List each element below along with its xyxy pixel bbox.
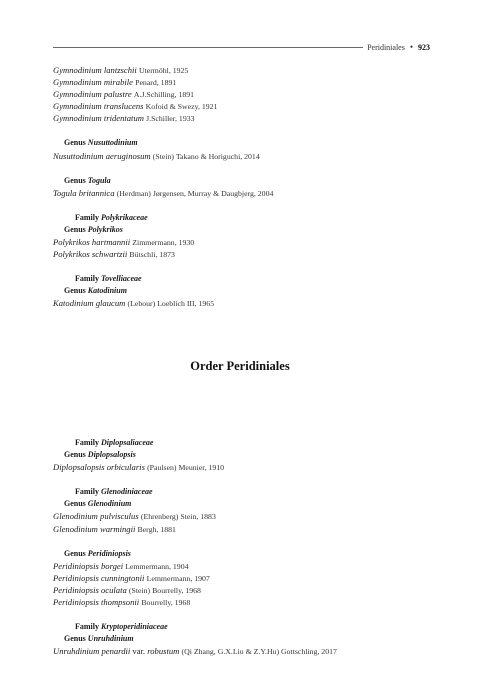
species-entry (53, 187, 433, 199)
genus-heading (53, 449, 433, 461)
genus-prefix: Genus (64, 499, 86, 509)
species-name: Nusuttodinium aeruginosum (53, 150, 151, 161)
section-gap (53, 162, 433, 175)
species-authority: (Lebour) Loeblich III, 1965 (127, 299, 215, 309)
species-authority: Kofoid & Swezy, 1921 (145, 102, 218, 112)
family-heading (53, 212, 433, 224)
species-authority: (Stein) Bourrelly, 1968 (128, 585, 201, 595)
species-entry (53, 584, 433, 596)
species-entry (53, 523, 433, 535)
species-authority: Lemmermann, 1907 (146, 573, 210, 583)
variety-name: robustum (147, 646, 180, 657)
species-authority: Bütschli, 1873 (129, 250, 175, 260)
family-name: Glenodiniaceae (101, 487, 153, 497)
family-heading (53, 437, 433, 449)
section-gap (53, 535, 433, 548)
species-name: Unruhdinium penardii (53, 646, 131, 657)
genus-prefix: Genus (64, 175, 86, 185)
species-entry (53, 64, 433, 76)
genus-heading (53, 137, 433, 149)
genus-prefix: Genus (64, 548, 86, 558)
genus-name: Nusuttodinium (87, 138, 138, 148)
species-entry (53, 572, 433, 584)
species-name: Peridiniopsis cunningtonii (53, 572, 145, 583)
genus-name: Polykrikos (87, 224, 123, 234)
family-prefix: Family (75, 487, 99, 497)
taxa-list-top (53, 64, 433, 310)
genus-name: Unruhdinium (87, 634, 134, 644)
species-name: Peridiniopsis borgei (53, 560, 124, 571)
section-gap (53, 608, 433, 621)
family-prefix: Family (75, 274, 99, 284)
species-authority: J.Schiller, 1933 (146, 114, 195, 124)
species-authority: Penard, 1891 (135, 78, 177, 88)
section-gap (53, 473, 433, 486)
family-name: Tovelliaceae (101, 274, 142, 284)
species-name: Glenodinium pulvisculus (53, 511, 139, 522)
species-authority: (Paulsen) Meunier, 1910 (147, 463, 225, 473)
section-gap (53, 124, 433, 137)
species-entry (53, 150, 433, 162)
species-entry (53, 76, 433, 88)
genus-prefix: Genus (64, 224, 86, 234)
species-name: Togula britannica (53, 187, 115, 198)
header-separator: • (409, 42, 413, 52)
species-authority: (Herdman) Jørgensen, Murray & Daugbjerg, 2004 (116, 188, 274, 198)
genus-heading (53, 285, 433, 297)
order-heading: Order Peridiniales (190, 359, 290, 373)
family-name: Diplopsaliaceae (101, 438, 154, 447)
family-name: Polykrikaceae (101, 212, 148, 222)
genus-prefix: Genus (64, 138, 86, 148)
species-name: Gymnodinium translucens (53, 101, 144, 112)
genus-heading (53, 224, 433, 236)
family-prefix: Family (75, 212, 99, 222)
genus-heading (53, 498, 433, 510)
species-name: Gymnodinium mirabile (53, 77, 133, 88)
species-entry (53, 510, 433, 522)
family-heading (53, 273, 433, 285)
page-number: 923 (418, 43, 430, 52)
species-entry (53, 100, 433, 112)
species-entry (53, 596, 433, 608)
genus-name: Glenodinium (87, 499, 132, 509)
species-authority: Bergh, 1881 (137, 524, 176, 534)
species-authority: Lemmermann, 1904 (125, 561, 189, 571)
family-name: Kryptoperidiniaceae (101, 622, 168, 632)
section-gap (53, 260, 433, 273)
species-name: Polykrikos hartmannii (53, 237, 131, 248)
species-entry (53, 88, 433, 100)
variety-marker: var. (132, 646, 146, 657)
family-heading (53, 621, 433, 633)
species-name: Peridiniopsis thompsonii (53, 597, 140, 608)
species-entry (53, 112, 433, 124)
species-entry (53, 236, 433, 248)
species-entry (53, 297, 433, 309)
genus-name: Katodinium (87, 286, 127, 296)
species-name: Polykrikos schwartzii (53, 249, 128, 260)
genus-heading (53, 633, 433, 645)
species-authority: (Ehrenberg) Stein, 1883 (140, 512, 216, 522)
species-name: Peridiniopsis oculata (53, 584, 127, 595)
species-name: Gymnodinium lantzschii (53, 65, 137, 75)
family-prefix: Family (75, 438, 99, 447)
species-name: Gymnodinium tridentatum (53, 113, 144, 124)
species-name: Gymnodinium palustre (53, 89, 132, 100)
genus-prefix: Genus (64, 450, 86, 460)
species-authority: Utermöhl, 1925 (138, 66, 189, 75)
species-authority: Zimmermann, 1930 (132, 238, 195, 248)
species-name: Katodinium glaucum (53, 298, 126, 309)
species-entry (53, 560, 433, 572)
family-heading (53, 486, 433, 498)
genus-name: Togula (87, 175, 111, 185)
family-prefix: Family (75, 622, 99, 632)
species-authority: (Qi Zhang, G.X.Liu & Z.Y.Hu) Gottschling, 2017 (181, 647, 337, 657)
running-title-block (367, 41, 430, 54)
species-entry (53, 461, 433, 473)
genus-prefix: Genus (64, 286, 86, 296)
genus-heading (53, 175, 433, 187)
running-title: Peridiniales (367, 43, 405, 52)
species-authority: (Stein) Takano & Horiguchi, 2014 (152, 151, 260, 161)
section-gap (53, 199, 433, 212)
species-authority: A.J.Schilling, 1891 (133, 90, 195, 100)
genus-name: Peridiniopsis (87, 548, 131, 558)
species-name: Glenodinium warmingii (53, 523, 136, 534)
genus-heading (53, 548, 433, 560)
header-rule (53, 47, 363, 48)
genus-prefix: Genus (64, 634, 86, 644)
species-name: Diplopsalopsis orbicularis (53, 462, 145, 473)
running-header (53, 41, 430, 53)
taxa-list-bottom (53, 437, 433, 657)
species-authority: Bourrelly, 1968 (141, 598, 191, 608)
genus-name: Diplopsalopsis (87, 450, 136, 460)
species-entry (53, 645, 433, 657)
species-entry (53, 248, 433, 260)
